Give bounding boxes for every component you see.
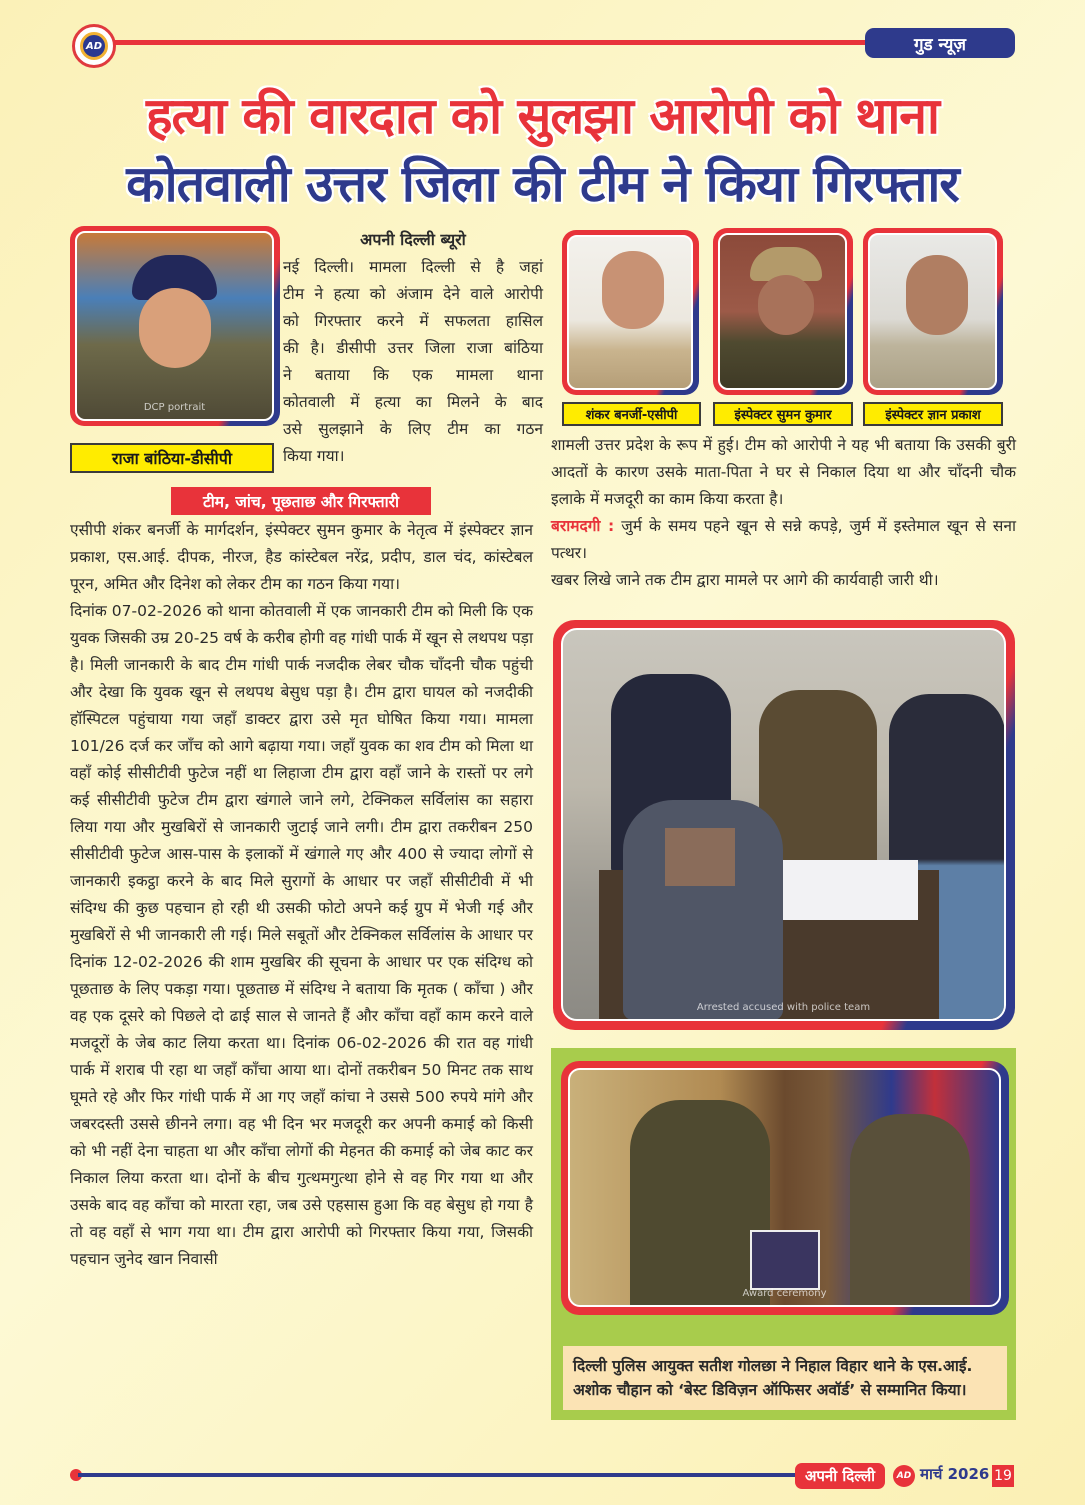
footer-rule <box>78 1473 798 1477</box>
dcp-photo-frame <box>70 226 280 426</box>
article-body <box>70 517 533 1273</box>
dcp-photo: DCP portrait <box>75 231 274 421</box>
acp-photo <box>567 235 693 390</box>
footer-publication: अपनी दिल्ली <box>795 1463 885 1489</box>
acp-caption: शंकर बनर्जी-एसीपी <box>562 402 701 426</box>
inspector-suman-photo <box>718 233 847 390</box>
header-rule <box>114 40 874 45</box>
award-caption: दिल्ली पुलिस आयुक्त सतीश गोलछा ने निहाल विहार थाने के एस.आई. अशोक चौहान को ‘बेस्ट डिविज़न ऑफिसर अवॉर्ड’ से सम्मानित किया। <box>563 1346 1007 1410</box>
paragraph-investigation: दिनांक 07-02-2026 को थाना कोतवाली में एक जानकारी टीम को मिली कि एक युवक जिसकी उम्र 20-25 वर्ष के करीब होगी वह गांधी पार्क में खून से लथपथ पड़ा है। मिली जानकारी के बाद टीम गांधी पार्क नजदीक लेबर चौक चाँदनी चौक पहुंची और देखा कि युवक खून से लथपथ बेसुध पड़ा है। टीम द्वारा घायल को नजदीकी हॉस्पिटल पहुंचाया गया जहाँ डाक्टर द्वारा उसे मृत घोषित किया गया। मामला 101/26 दर्ज कर जाँच को आगे बढ़ाया गया। जहाँ युवक का शव टीम को मिला था वहाँ कोई सीसीटीवी फुटेज नहीं था लिहाजा टीम द्वारा वहाँ जाने के रास्तों पर लगे कई सीसीटीवी फुटेज टीम द्वारा खंगाले जाने लगे, टेक्निकल सर्विलांस का सहारा लिया गया और मुखबिरों से जानकारी जुटाई जाने लगी। टीम द्वारा तकरीबन 250 सीसीटीवी फुटेज आस-पास के इलाकों में खंगाले गए और 400 से ज्यादा लोगों से जानकारी इकट्ठा करने के बाद मिले सुरागों के आधार पर जहाँ सीसीटीवी में भी संदिग्ध की कुछ पहचान हो रही थी उसकी फोटो अपने कई ग्रुप में भेजी गई और मुखबिरों से भी जानकारी ली गई। मिले सबूतों और टेक्निकल सर्विलांस के आधार पर दिनांक 12-02-2026 की शाम मुखबिर की सूचना के आधार पर एक संदिग्ध को पूछताछ के लिए पकड़ा गया। पूछताछ में संदिग्ध ने बताया कि मृतक ( काँचा ) और वह एक दूसरे को पिछले दो ढाई साल से जानते हैं और काँचा वहाँ काम करने वाले मजदूरों के जेब काट लिया करता था। दिनांक 06-02-2026 की रात वह गांधी पार्क में शराब पी रहा था जहाँ काँचा आया था। दोनों तकरीबन 50 मिनट तक साथ घूमते रहे और फिर गांधी पार्क में आ गए जहाँ कांचा ने उससे 500 रुपये मांगे और जबरदस्ती उससे छीनने लगा। वह भी दिन भर मजदूरी कर अपनी कमाई को किसी को भी नहीं देना चाहता था और काँचा लोगों की मेहनत की कमाई को जेब काट कर निकाल लिया करता था। दोनों के बीच गुत्थमगुत्था होने से वह गिर गया था और उसके बाद वह काँचा को मारता रहा, जब उसे एहसास हुआ कि वह बेसुध हो गया है तो वह वहाँ से भाग गया था। टीम द्वारा आरोपी को गिरफ्तार किया गया, जिसकी पहचान जुनेद खान निवासी <box>70 602 533 1268</box>
inspector-gyan-photo-frame <box>863 228 1003 395</box>
intro-text: नई दिल्ली। मामला दिल्ली से है जहां टीम ने हत्या को अंजाम देने वाले आरोपी को गिरफ्तार करने में सफलता हासिल की है। डीसीपी उत्तर जिला राजा बांठिया ने बताया कि एक मामला थाना कोतवाली में हत्या का मिलने के बाद उसे सुलझाने के लिए टीम का गठन किया गया। <box>283 258 543 465</box>
recovery-label: बरामदगी : <box>551 517 615 535</box>
logo-emblem-icon: AD <box>80 32 108 60</box>
footer-logo-icon: AD <box>893 1465 915 1487</box>
dcp-caption: राजा बांठिया-डीसीपी <box>70 443 274 473</box>
footer-date: मार्च 2026 <box>920 1465 990 1483</box>
pixelated-face <box>665 828 735 886</box>
paragraph-team: एसीपी शंकर बनर्जी के मार्गदर्शन, इंस्पेक्टर सुमन कुमार के नेतृत्व में इंस्पेक्टर ज्ञान प्रकाश, एस.आई. दीपक, नीरज, हैड कांस्टेबल नरेंद्र, प्रदीप, डाल चंद, कांस्टेबल पूरन, अमित और दिनेश को लेकर टीम का गठन किया गया। <box>70 521 533 593</box>
acp-photo-frame <box>562 230 699 395</box>
inspector-gyan-caption: इंस्पेक्टर ज्ञान प्रकाश <box>863 402 1003 426</box>
paragraph-accused: शामली उत्तर प्रदेश के रूप में हुई। टीम को आरोपी ने यह भी बताया कि उसकी बुरी आदतों के कारण उसके माता-पिता ने घर से निकाल दिया था और चाँदनी चौक इलाके में मजदूरी का काम किया करता है। <box>551 436 1016 508</box>
byline: अपनी दिल्ली ब्यूरो <box>360 230 466 249</box>
page-number: 19 <box>992 1465 1014 1487</box>
right-column-text <box>551 432 1016 594</box>
publication-logo <box>72 24 116 68</box>
inspector-gyan-photo <box>868 233 997 390</box>
face-shape <box>139 288 211 368</box>
arrest-photo-frame <box>553 620 1015 1030</box>
inspector-suman-caption: इंस्पेक्टर सुमन कुमार <box>713 402 853 426</box>
arrest-photo: Arrested accused with police team <box>561 628 1006 1021</box>
paragraph-recovery: बरामदगी : जुर्म के समय पहने खून से सन्ने कपड़े, जुर्म में इस्तेमाल खून से सना पत्थर। <box>551 517 1016 562</box>
award-photo: Award ceremony <box>568 1068 1001 1307</box>
inspector-suman-photo-frame <box>713 228 853 395</box>
headline-line-2: कोतवाली उत्तर जिला की टीम ने किया गिरफ्तार <box>126 155 959 213</box>
paragraph-closing: खबर लिखे जाने तक टीम द्वारा मामले पर आगे की कार्यवाही जारी थी। <box>551 571 939 589</box>
section-badge: गुड न्यूज़ <box>865 28 1015 58</box>
award-photo-frame <box>561 1061 1009 1315</box>
award-plaque <box>750 1230 820 1290</box>
section-heading: टीम, जांच, पूछताछ और गिरफ्तारी <box>171 487 431 515</box>
headline-line-1: हत्या की वारदात को सुलझा आरोपी को थाना <box>146 87 939 145</box>
